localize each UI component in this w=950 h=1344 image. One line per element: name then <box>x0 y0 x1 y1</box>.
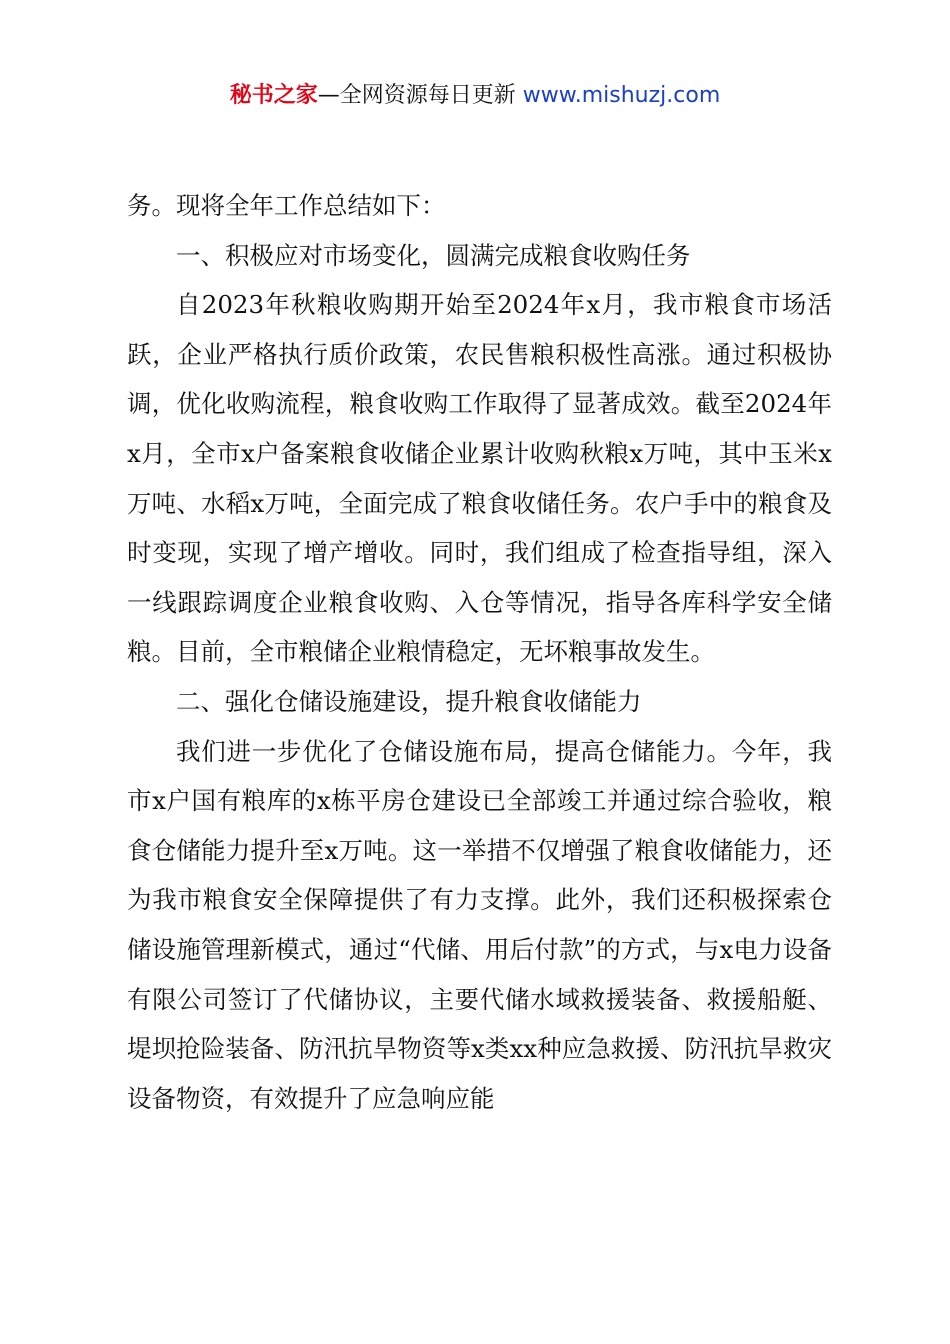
header-tagline: —全网资源每日更新 <box>317 83 523 108</box>
section-heading-1: 一、积极应对市场变化，圆满完成粮食收购任务 <box>176 240 691 270</box>
paragraph-storage-facilities: 我们进一步优化了仓储设施布局，提高仓储能力。今年，我市x户国有粮库的x栋平房仓建设已全部竣工并通过综合验收，粮食仓储能力提升至x万吨。这一举措不仅增强了粮食收储能力，还为我市粮食安全保障提供了有力支撑。此外，我们还积极探索仓储设施管理新模式，通过“代储、用后付款”的方式，与x电力设备有限公司签订了代储协议，主要代储水域救援装备、救援船艇、堤坝抢险装备、防汛抗旱物资等x类xx种应急救援、防汛抗旱救灾设备物资，有效提升了应急响应能 <box>127 736 832 1113</box>
paragraph-grain-purchase: 自2023年秋粮收购期开始至2024年x月，我市粮食市场活跃，企业严格执行质价政策，农民售粮积极性高涨。通过积极协调，优化收购流程，粮食收购工作取得了显著成效。截至2024年x月，全市x户备案粮食收储企业累计收购秋粮x万吨，其中玉米x万吨、水稻x万吨，全面完成了粮食收储任务。农户手中的粮食及时变现，实现了增产增收。同时，我们组成了检查指导组，深入一线跟踪调度企业粮食收购、入仓等情况，指导各库科学安全储粮。目前，全市粮储企业粮情稳定，无坏粮事故发生。 <box>127 290 832 667</box>
section-heading-2: 二、强化仓储设施建设，提升粮食收储能力 <box>176 686 642 716</box>
site-header <box>0 80 950 112</box>
paragraph-continuation: 务。现将全年工作总结如下： <box>127 191 446 220</box>
site-url: www.mishuzj.com <box>522 83 721 108</box>
brand-name: 秘书之家 <box>229 83 318 108</box>
document-body <box>127 181 832 1123</box>
